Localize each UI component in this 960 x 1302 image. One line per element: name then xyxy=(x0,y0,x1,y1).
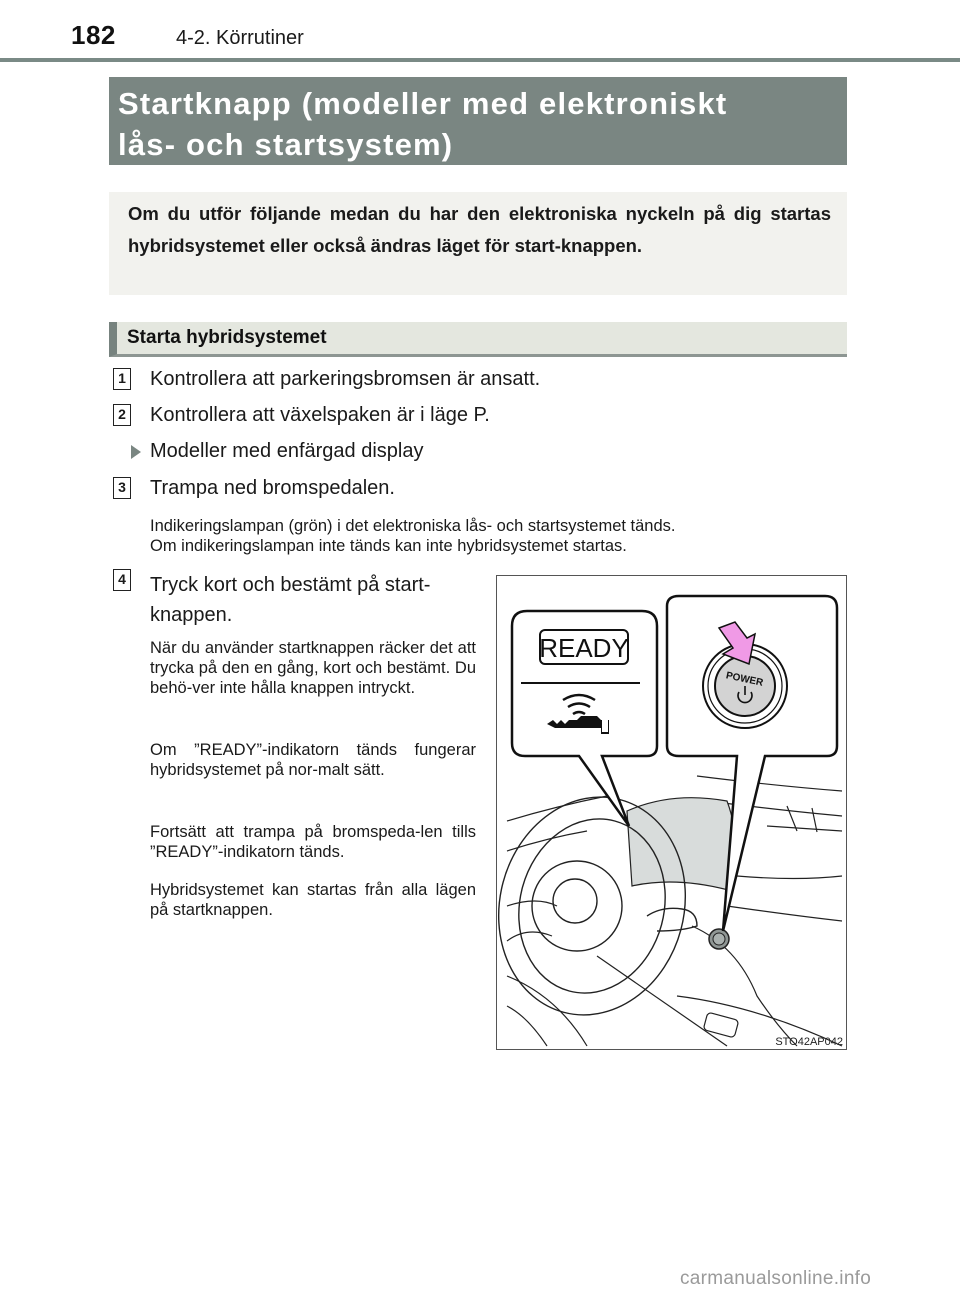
step-number-4: 4 xyxy=(113,569,131,591)
page-title xyxy=(109,77,847,165)
page-number: 182 xyxy=(71,20,116,50)
header-divider xyxy=(0,58,960,62)
section-label: 4-2. Körrutiner xyxy=(176,27,304,49)
step-number-3: 3 xyxy=(113,477,131,499)
dashboard-illustration xyxy=(496,575,847,1050)
intro-box: Om du utför följande medan du har den elektroniska nyckeln på dig startas hybridsystemet eller också ändras läget för start-knappen. xyxy=(109,192,847,295)
step-number-2: 2 xyxy=(113,404,131,426)
step-4-note-3: Fortsätt att trampa på bromspeda-len tills ”READY”-indikatorn tänds. xyxy=(150,823,476,861)
watermark[interactable]: carmanualsonline.info xyxy=(680,1268,872,1289)
step-3-note xyxy=(150,516,676,556)
title-line-2: lås- och startsystem) xyxy=(118,127,454,162)
step-4-text xyxy=(150,570,430,630)
triangle-bullet-icon xyxy=(131,445,141,459)
step-2-text: Kontrollera att växelspaken är i läge P. xyxy=(150,404,490,426)
step-number-1: 1 xyxy=(113,368,131,390)
step-3-text: Trampa ned bromspedalen. xyxy=(150,477,395,499)
figure-code: STO42AP042 xyxy=(775,1036,843,1048)
ready-label: READY xyxy=(539,633,629,663)
step-4-note-2: Om ”READY”-indikatorn tänds fungerar hybridsystemet på nor-malt sätt. xyxy=(150,741,476,779)
display-model-label: Modeller med enfärgad display xyxy=(150,440,424,462)
step-4-note-1: När du använder startknappen räcker det att trycka på den en gång, kort och bestämt. Du behö-ver inte hålla knappen intryckt. xyxy=(150,639,476,697)
step-1-text: Kontrollera att parkeringsbromsen är ansatt. xyxy=(150,368,541,390)
subheading: Starta hybridsystemet xyxy=(109,322,847,357)
title-line-1: Startknapp (modeller med elektroniskt xyxy=(118,86,728,121)
step-4-line-2: knappen. xyxy=(150,604,233,626)
step-3-note-line-2: Om indikeringslampan inte tänds kan inte hybridsystemet startas. xyxy=(150,537,627,555)
instrument-cluster xyxy=(627,798,736,891)
dashboard-drawing xyxy=(497,576,847,1050)
step-4-note-4: Hybridsystemet kan startas från alla lägen på startknappen. xyxy=(150,881,476,919)
power-label: POWER xyxy=(724,670,765,689)
step-4-line-1: Tryck kort och bestämt på start- xyxy=(150,574,431,596)
step-3-note-line-1: Indikeringslampan (grön) i det elektroniska lås- och startsystemet tänds. xyxy=(150,517,676,535)
